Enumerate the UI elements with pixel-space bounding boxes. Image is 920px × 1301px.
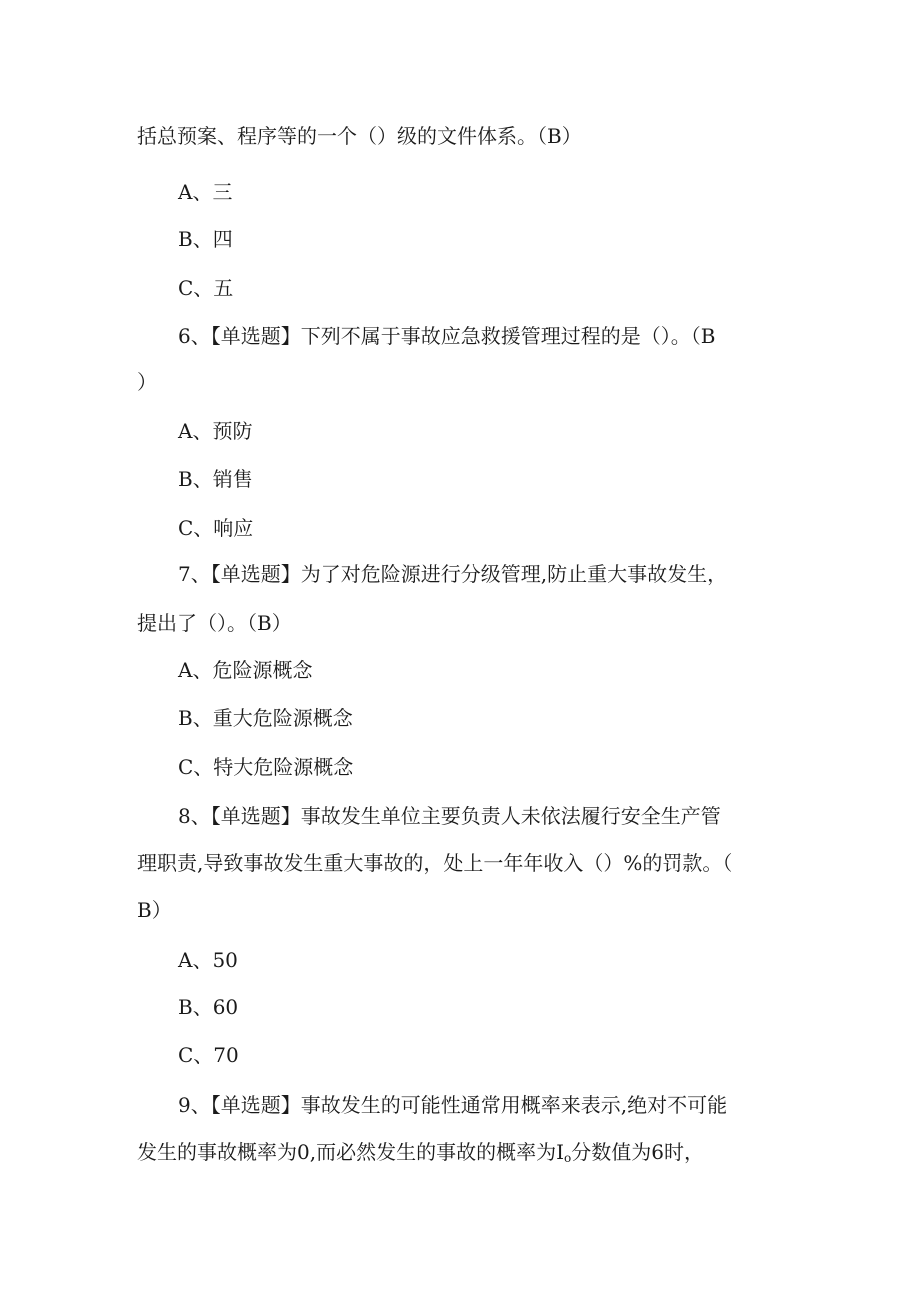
q5-option-c: C、五: [178, 276, 234, 300]
q7-option-b: B、重大危险源概念: [178, 706, 353, 730]
question-7-line-2: 提出了（）。（B）: [137, 611, 292, 635]
q7-option-a: A、危险源概念: [178, 658, 313, 682]
question-6-line-2: ）: [137, 370, 157, 394]
q8-option-a: A、50: [178, 948, 238, 972]
question-8-line-1: 8、【单选题】事故发生单位主要负责人未依法履行安全生产管: [178, 804, 721, 828]
q5-option-a: A、三: [178, 180, 233, 204]
q7-option-c: C、特大危险源概念: [178, 755, 354, 779]
q6-option-b: B、销售: [178, 467, 253, 491]
question-9-line-2-part-a: 发生的事故概率为0,而必然发生的事故的概率为I: [137, 1140, 564, 1164]
question-9-line-1: 9、【单选题】事故发生的可能性通常用概率来表示,绝对不可能: [178, 1093, 728, 1117]
q6-option-a: A、预防: [178, 419, 253, 443]
question-9-line-2-subscript: o: [563, 1151, 572, 1165]
q5-option-b: B、四: [178, 227, 233, 251]
question-8-line-2: 理职责,导致事故发生重大事故的，处上一年年收入（）%的罚款。（: [137, 851, 733, 875]
question-9-line-2-part-b: 分数值为6时，: [571, 1140, 704, 1164]
question-7-line-1: 7、【单选题】为了对危险源进行分级管理,防止重大事故发生，: [178, 562, 728, 586]
question-6-line-1: 6、【单选题】下列不属于事故应急救援管理过程的是（）。（B: [178, 324, 716, 348]
question-5-tail: 括总预案、程序等的一个（）级的文件体系。（B）: [137, 124, 582, 148]
q6-option-c: C、响应: [178, 516, 254, 540]
q8-option-c: C、70: [178, 1043, 239, 1067]
question-9-line-2: [137, 1142, 704, 1164]
q8-option-b: B、60: [178, 995, 239, 1019]
question-8-line-3: B）: [137, 898, 172, 922]
